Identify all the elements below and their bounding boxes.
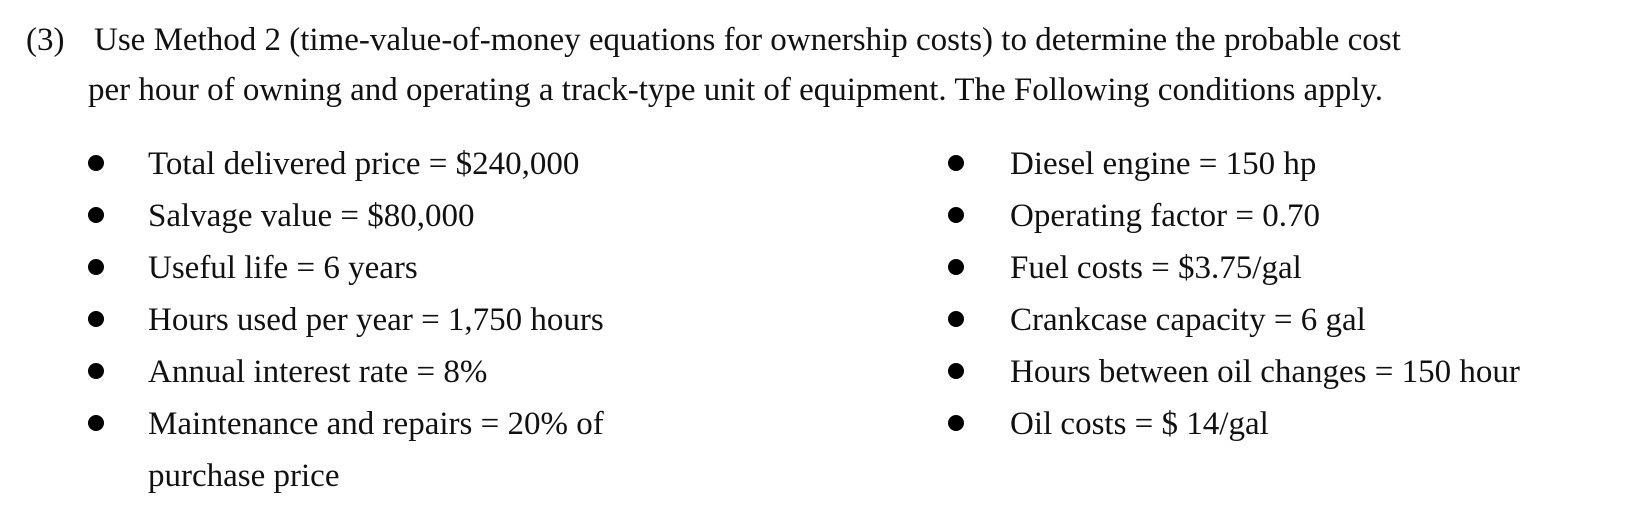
bullet-icon bbox=[948, 415, 964, 431]
condition-text: Annual interest rate = 8% bbox=[148, 354, 488, 390]
conditions-list-left bbox=[88, 138, 848, 502]
bullet-icon bbox=[88, 415, 104, 431]
condition-text: Maintenance and repairs = 20% of bbox=[148, 406, 604, 442]
list-item bbox=[948, 138, 1618, 190]
bullet-icon bbox=[88, 155, 104, 171]
condition-text: Useful life = 6 years bbox=[148, 250, 418, 286]
condition-text: Hours between oil changes = 150 hour bbox=[1010, 354, 1520, 390]
list-item bbox=[948, 346, 1618, 398]
bullet-icon bbox=[88, 311, 104, 327]
bullet-icon bbox=[948, 311, 964, 327]
condition-text-continuation: purchase price bbox=[148, 458, 340, 494]
condition-text: Hours used per year = 1,750 hours bbox=[148, 302, 604, 338]
list-item bbox=[88, 190, 848, 242]
condition-text: Operating factor = 0.70 bbox=[1010, 198, 1321, 234]
problem-statement-text-1: Use Method 2 (time-value-of-money equations for ownership costs) to determine the probable cost bbox=[94, 22, 1401, 58]
condition-text: Crankcase capacity = 6 gal bbox=[1010, 302, 1366, 338]
condition-text: Oil costs = $ 14/gal bbox=[1010, 406, 1269, 442]
condition-text: Fuel costs = $3.75/gal bbox=[1010, 250, 1302, 286]
condition-text: Salvage value = $80,000 bbox=[148, 198, 475, 234]
list-item bbox=[88, 138, 848, 190]
bullet-icon bbox=[948, 155, 964, 171]
bullet-icon bbox=[88, 259, 104, 275]
condition-text: Diesel engine = 150 hp bbox=[1010, 146, 1317, 182]
list-item bbox=[948, 294, 1618, 346]
problem-statement-line-1 bbox=[26, 20, 1401, 60]
list-item bbox=[948, 242, 1618, 294]
problem-number: (3) bbox=[26, 22, 65, 58]
problem-statement-line-2: per hour of owning and operating a track-type unit of equipment. The Following conditions apply. bbox=[88, 72, 1383, 108]
list-item bbox=[948, 398, 1618, 450]
list-item bbox=[88, 242, 848, 294]
bullet-icon bbox=[88, 207, 104, 223]
bullet-icon bbox=[948, 363, 964, 379]
bullet-icon bbox=[88, 363, 104, 379]
list-item bbox=[88, 294, 848, 346]
bullet-icon bbox=[948, 207, 964, 223]
conditions-list-right bbox=[948, 138, 1618, 450]
condition-text: Total delivered price = $240,000 bbox=[148, 146, 580, 182]
list-item bbox=[88, 398, 848, 502]
list-item bbox=[88, 346, 848, 398]
list-item bbox=[948, 190, 1618, 242]
bullet-icon bbox=[948, 259, 964, 275]
